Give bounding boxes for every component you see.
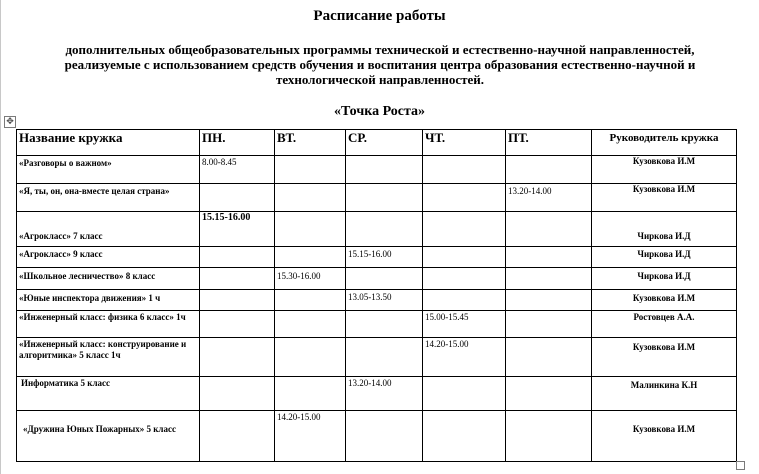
header-thu: ЧТ. <box>423 130 506 156</box>
time-fri <box>506 311 592 338</box>
time-fri <box>506 377 592 411</box>
time-tue <box>275 184 346 212</box>
club-name: Информатика 5 класс <box>17 377 200 411</box>
table-row <box>17 290 737 311</box>
time-wed <box>346 411 423 462</box>
table-row <box>17 268 737 290</box>
time-mon <box>200 268 275 290</box>
club-lead: Малинкина К.Н <box>592 377 737 411</box>
time-thu <box>423 290 506 311</box>
schedule-table <box>16 129 737 462</box>
time-wed: 15.15-16.00 <box>346 247 423 268</box>
time-tue <box>275 247 346 268</box>
time-tue <box>275 212 346 247</box>
time-tue <box>275 290 346 311</box>
document-title: Расписание работы <box>313 8 446 24</box>
club-name: «Дружина Юных Пожарных» 5 класс <box>17 411 200 462</box>
club-lead: Кузовкова И.М <box>592 156 737 184</box>
table-row <box>17 212 737 247</box>
time-thu <box>423 184 506 212</box>
time-wed <box>346 268 423 290</box>
time-wed: 13.05-13.50 <box>346 290 423 311</box>
time-mon: 15.15-16.00 <box>200 212 275 247</box>
header-name: Название кружка <box>17 130 200 156</box>
time-fri <box>506 268 592 290</box>
club-lead: Ростовцев А.А. <box>592 311 737 338</box>
time-thu <box>423 268 506 290</box>
club-name: «Инженерный класс: конструирование и алгоритмика» 5 класс 1ч <box>17 338 200 377</box>
club-lead: Кузовкова И.М <box>592 411 737 462</box>
club-lead: Кузовкова И.М <box>592 290 737 311</box>
time-fri <box>506 156 592 184</box>
table-row <box>17 338 737 377</box>
header-wed: СР. <box>346 130 423 156</box>
club-name: «Агрокласс» 9 класс <box>17 247 200 268</box>
time-wed: 13.20-14.00 <box>346 377 423 411</box>
club-lead: Чиркова И.Д <box>592 212 737 247</box>
time-mon <box>200 184 275 212</box>
time-thu: 15.00-15.45 <box>423 311 506 338</box>
table-row <box>17 377 737 411</box>
club-name: «Юные инспектора движения» 1 ч <box>17 290 200 311</box>
club-name: «Разговоры о важном» <box>17 156 200 184</box>
time-fri <box>506 290 592 311</box>
time-tue: 15.30-16.00 <box>275 268 346 290</box>
time-wed <box>346 184 423 212</box>
table-row <box>17 156 737 184</box>
time-fri <box>506 411 592 462</box>
time-wed <box>346 311 423 338</box>
time-mon <box>200 290 275 311</box>
time-mon <box>200 311 275 338</box>
time-tue <box>275 338 346 377</box>
document-subtitle: дополнительных общеобразовательных программы технической и естественно-научной направленностей, реализуемые с использованием средств обучения и воспитания центра образования естественно-научной и технологической направленностей. <box>64 42 696 87</box>
time-fri <box>506 212 592 247</box>
club-name: «Школьное лесничество» 8 класс <box>17 268 200 290</box>
time-thu <box>423 212 506 247</box>
time-fri <box>506 247 592 268</box>
club-lead: Кузовкова И.М <box>592 184 737 212</box>
time-wed <box>346 338 423 377</box>
time-thu <box>423 377 506 411</box>
time-mon <box>200 411 275 462</box>
time-fri <box>506 338 592 377</box>
table-row <box>17 411 737 462</box>
club-name: «Инженерный класс: физика 6 класс» 1ч <box>17 311 200 338</box>
time-mon: 8.00-8.45 <box>200 156 275 184</box>
table-header-row <box>17 130 737 156</box>
time-fri: 13.20-14.00 <box>506 184 592 212</box>
header-lead: Руководитель кружка <box>592 130 737 156</box>
time-mon <box>200 338 275 377</box>
club-name: «Я, ты, он, она-вместе целая страна» <box>17 184 200 212</box>
club-name: «Агрокласс» 7 класс <box>17 212 200 247</box>
table-row <box>17 247 737 268</box>
time-tue <box>275 311 346 338</box>
table-row <box>17 184 737 212</box>
time-mon <box>200 247 275 268</box>
time-mon <box>200 377 275 411</box>
resize-handle-icon[interactable] <box>736 461 745 470</box>
header-fri: ПТ. <box>506 130 592 156</box>
time-thu: 14.20-15.00 <box>423 338 506 377</box>
time-tue <box>275 156 346 184</box>
move-arrows-icon[interactable]: ✥ <box>4 116 16 128</box>
club-lead: Чиркова И.Д <box>592 247 737 268</box>
header-tue: ВТ. <box>275 130 346 156</box>
club-lead: Кузовкова И.М <box>592 338 737 377</box>
time-thu <box>423 411 506 462</box>
time-tue <box>275 377 346 411</box>
time-thu <box>423 156 506 184</box>
table-row <box>17 311 737 338</box>
time-tue: 14.20-15.00 <box>275 411 346 462</box>
header-mon: ПН. <box>200 130 275 156</box>
time-wed <box>346 212 423 247</box>
time-wed <box>346 156 423 184</box>
time-thu <box>423 247 506 268</box>
page-left-edge <box>0 0 1 474</box>
club-lead: Чиркова И.Д <box>592 268 737 290</box>
document-subtitle-center-name: «Точка Роста» <box>333 104 426 119</box>
